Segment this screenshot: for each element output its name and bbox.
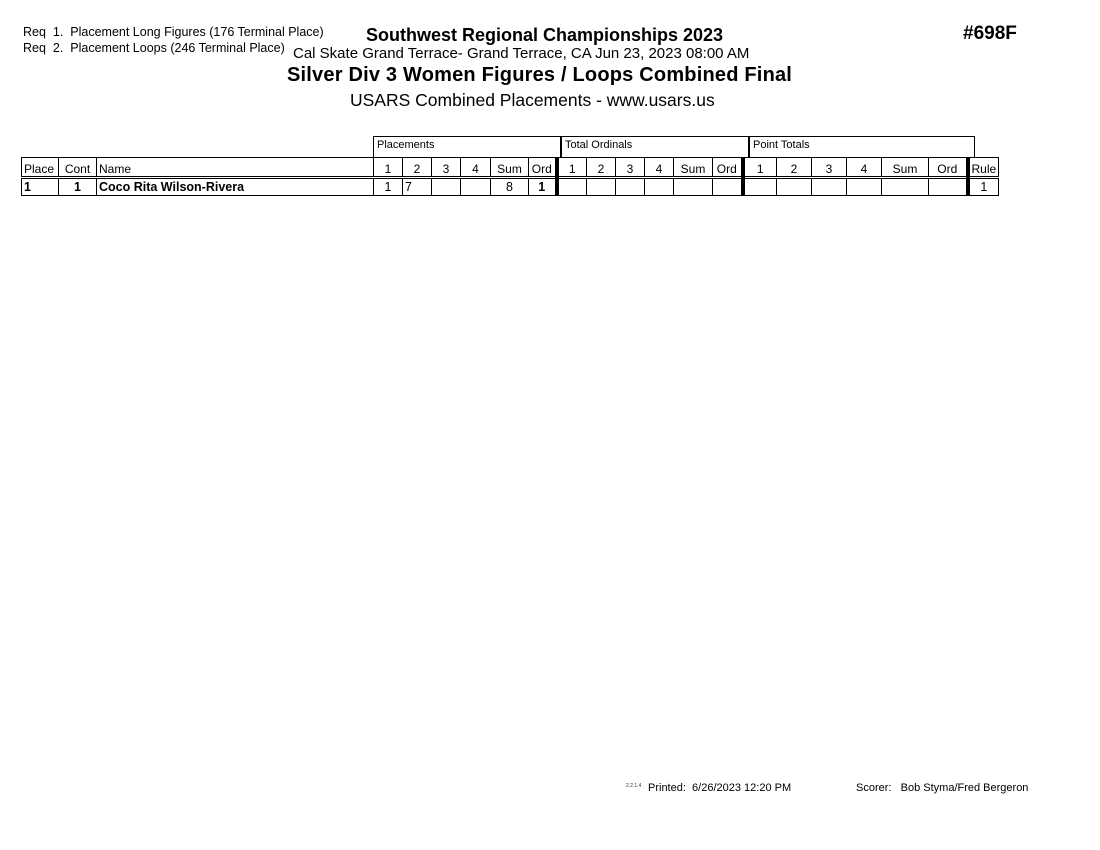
event-number: #698F bbox=[963, 23, 1017, 44]
group-point-totals: Point Totals bbox=[749, 136, 975, 157]
venue-datetime: Cal Skate Grand Terrace- Grand Terrace, CA Jun 23, 2023 08:00 AM bbox=[293, 45, 750, 62]
col-ordinals-ord: Ord bbox=[713, 158, 743, 178]
col-cont: Cont bbox=[59, 158, 97, 178]
req-number: 1. bbox=[52, 25, 64, 39]
group-total-ordinals: Total Ordinals bbox=[561, 136, 749, 157]
col-ordinals-1: 1 bbox=[557, 158, 587, 178]
cell-points-ord bbox=[929, 178, 968, 196]
col-rule: Rule bbox=[968, 158, 999, 178]
col-points-ord: Ord bbox=[929, 158, 968, 178]
cell-ordinals-4 bbox=[645, 178, 674, 196]
col-points-2: 2 bbox=[777, 158, 812, 178]
cell-points-2 bbox=[777, 178, 812, 196]
requirement-1 bbox=[23, 25, 324, 39]
cell-ordinals-ord bbox=[713, 178, 743, 196]
printed-info bbox=[648, 782, 791, 794]
printed-label: Printed: bbox=[648, 782, 686, 794]
group-placements: Placements bbox=[373, 136, 561, 157]
col-placements-4: 4 bbox=[461, 158, 491, 178]
header-row bbox=[22, 158, 999, 178]
cell-placements-sum: 8 bbox=[491, 178, 529, 196]
table-row bbox=[22, 178, 999, 196]
cell-points-1 bbox=[743, 178, 777, 196]
col-ordinals-3: 3 bbox=[616, 158, 645, 178]
req-label: Req bbox=[23, 41, 46, 55]
scorer-label: Scorer: bbox=[856, 782, 892, 794]
cell-rule: 1 bbox=[968, 178, 999, 196]
col-placements-1: 1 bbox=[374, 158, 403, 178]
cell-ordinals-3 bbox=[616, 178, 645, 196]
event-title: Silver Div 3 Women Figures / Loops Combined Final bbox=[287, 64, 793, 86]
cell-points-sum bbox=[882, 178, 929, 196]
col-name: Name bbox=[97, 158, 374, 178]
cell-placements-3 bbox=[432, 178, 461, 196]
req-number: 2. bbox=[52, 41, 64, 55]
col-ordinals-4: 4 bbox=[645, 158, 674, 178]
cell-placements-ord: 1 bbox=[529, 178, 557, 196]
cell-place: 1 bbox=[22, 178, 59, 196]
req-label: Req bbox=[23, 25, 46, 39]
req-text: Placement Loops (246 Terminal Place) bbox=[70, 41, 285, 55]
req-text: Placement Long Figures (176 Terminal Place) bbox=[70, 25, 324, 39]
col-ordinals-2: 2 bbox=[587, 158, 616, 178]
cell-placements-2: 7 bbox=[403, 178, 432, 196]
scorer-value: Bob Styma/Fred Bergeron bbox=[900, 782, 1029, 794]
col-placements-sum: Sum bbox=[491, 158, 529, 178]
requirement-2 bbox=[23, 41, 285, 55]
version-number: 2.2.1.4 bbox=[626, 783, 642, 789]
cell-cont: 1 bbox=[59, 178, 97, 196]
report-subtitle: USARS Combined Placements - www.usars.us bbox=[350, 90, 715, 110]
competition-title: Southwest Regional Championships 2023 bbox=[366, 25, 724, 45]
col-placements-3: 3 bbox=[432, 158, 461, 178]
cell-placements-1: 1 bbox=[374, 178, 403, 196]
col-ordinals-sum: Sum bbox=[674, 158, 713, 178]
scorer-info bbox=[856, 782, 1028, 794]
cell-points-4 bbox=[847, 178, 882, 196]
col-placements-2: 2 bbox=[403, 158, 432, 178]
col-place: Place bbox=[22, 158, 59, 178]
cell-points-3 bbox=[812, 178, 847, 196]
printed-value: 6/26/2023 12:20 PM bbox=[692, 782, 792, 794]
cell-ordinals-sum bbox=[674, 178, 713, 196]
col-points-sum: Sum bbox=[882, 158, 929, 178]
cell-ordinals-1 bbox=[557, 178, 587, 196]
cell-name: Coco Rita Wilson-Rivera bbox=[97, 178, 374, 196]
col-points-1: 1 bbox=[743, 158, 777, 178]
col-placements-ord: Ord bbox=[529, 158, 557, 178]
col-points-3: 3 bbox=[812, 158, 847, 178]
results-table bbox=[21, 157, 999, 196]
cell-ordinals-2 bbox=[587, 178, 616, 196]
cell-placements-4 bbox=[461, 178, 491, 196]
col-points-4: 4 bbox=[847, 158, 882, 178]
